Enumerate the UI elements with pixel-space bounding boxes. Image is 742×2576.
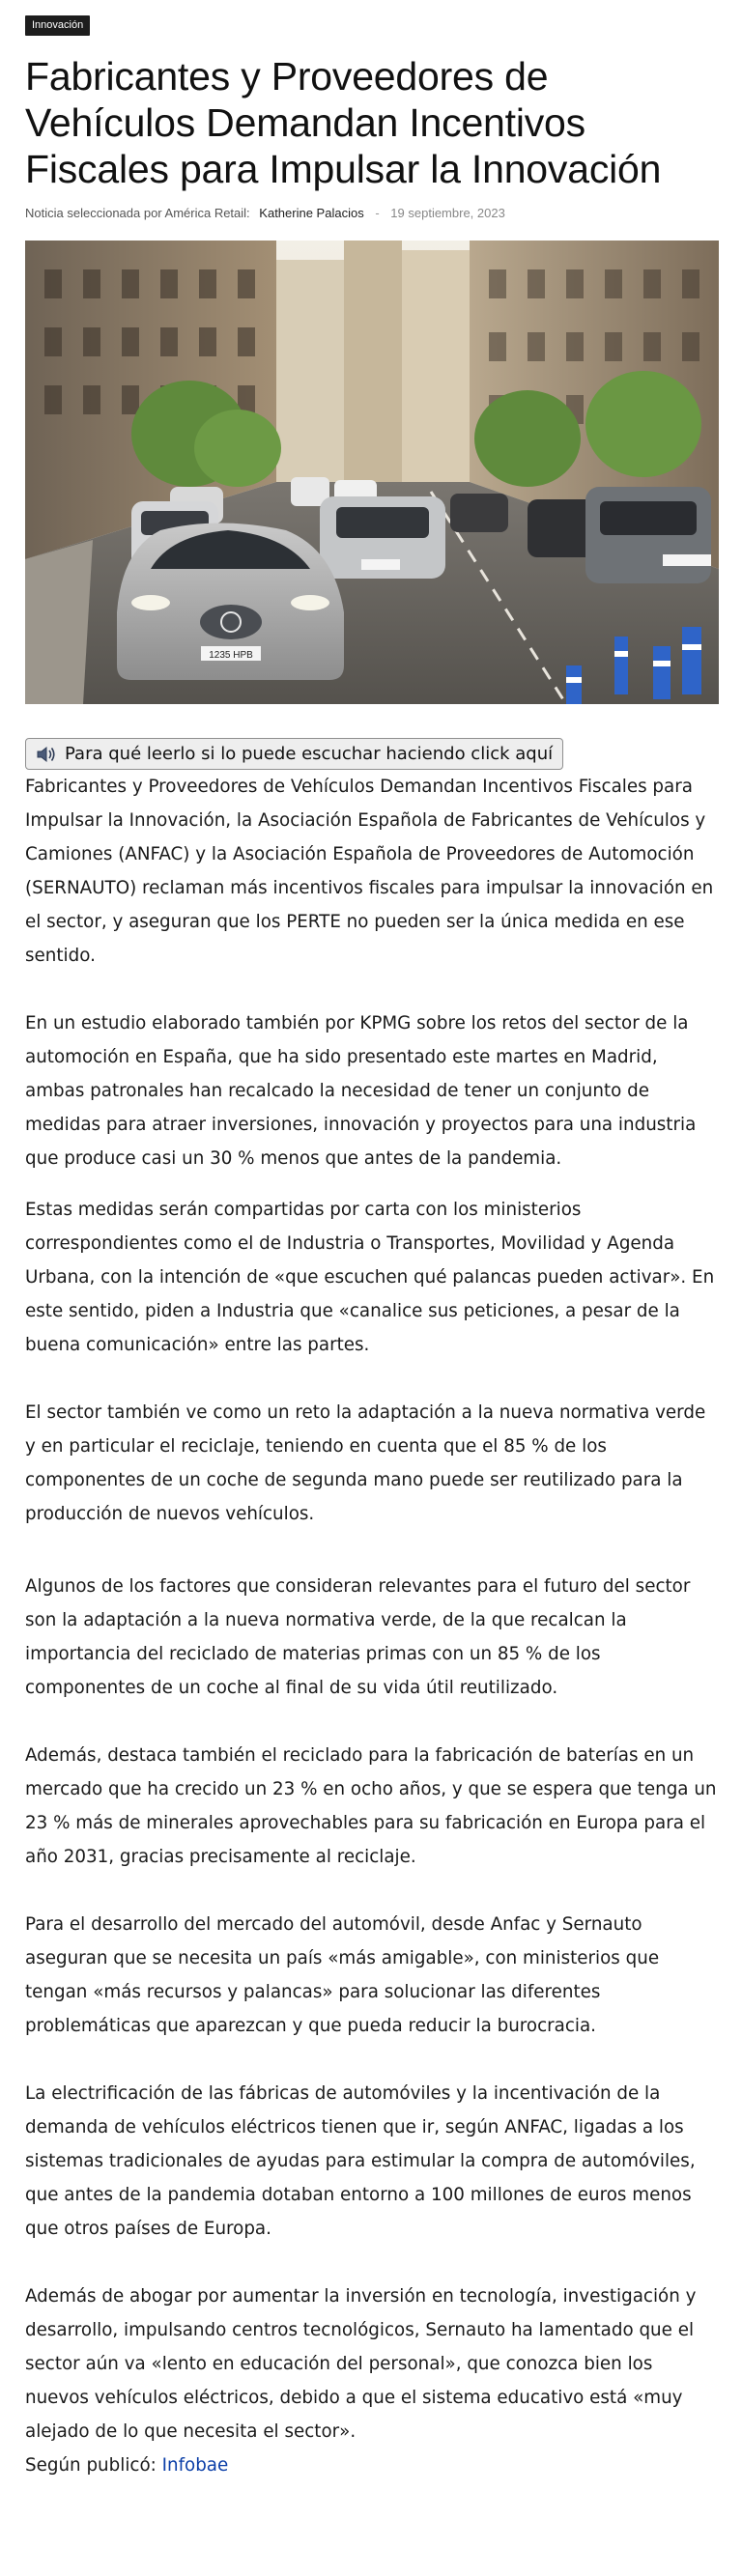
article-title: Fabricantes y Proveedores de Vehículos Demandan Incentivos Fiscales para Impulsar la Innovación (25, 54, 662, 191)
meta-separator: - (375, 206, 380, 220)
paragraph-7: Para el desarrollo del mercado del automóvil, desde Anfac y Sernauto aseguran que se necesita un país «más amigable», con ministerios que tengan «más recursos y palancas» para solucionar las diferentes problemáticas que aparezcan y que pueda reducir la burocracia. (25, 1914, 660, 2036)
source-link[interactable]: Infobae (161, 2455, 229, 2476)
meta-prefix: Noticia seleccionada por América Retail: (25, 206, 250, 220)
paragraph-1: Fabricantes y Proveedores de Vehículos Demandan Incentivos Fiscales para Impulsar la Innovación, la Asociación Española de Fabricantes de Vehículos y Camiones (ANFAC) y la Asociación Española de Proveedores de Automoción (SERNAUTO) reclaman más incentivos fiscales para impulsar la innovación en el sector, y aseguran que los PERTE no pueden ser la única medida en ese sentido. (25, 777, 714, 966)
listen-button-label: Para qué leerlo si lo puede escuchar haciendo click aquí (65, 744, 554, 764)
paragraph-9: Además de abogar por aumentar la inversión en tecnología, investigación y desarrollo, impulsando centros tecnológicos, Sernauto ha lamentado que el sector aún va «lento en educación del personal», que conozca bien los nuevos vehículos eléctricos, debido a que el sistema educativo está «muy alejado de lo que necesita el sector». (25, 2286, 697, 2442)
article-body (25, 770, 717, 2482)
paragraph-2: En un estudio elaborado también por KPMG sobre los retos del sector de la automoción en España, que ha sido presentado este martes en Madrid, ambas patronales han recalcado la necesidad de tener un conjunto de medidas para atraer inversiones, innovación y proyectos para una industria que produce casi un 30 % menos que antes de la pandemia. (25, 1013, 697, 1169)
source-line (25, 2449, 717, 2482)
paragraph-5: Algunos de los factores que consideran relevantes para el futuro del sector son la adaptación a la nueva normativa verde, de la que recalcan la importancia del reciclado de materias primas con un 85 % de los componentes de un coche al final de su vida útil reutilizado. (25, 1576, 691, 1698)
author-name[interactable]: Katherine Palacios (259, 206, 364, 220)
category-badge[interactable]: Innovación (25, 15, 90, 36)
publish-date: 19 septiembre, 2023 (390, 206, 505, 220)
hero-image (25, 241, 719, 704)
article-meta (25, 206, 717, 220)
paragraph-3: Estas medidas serán compartidas por carta con los ministerios correspondientes como el de Industria o Transportes, Movilidad y Agenda Urbana, con la intención de «que escuchen qué palancas pueden activar». En este sentido, piden a Industria que «canalice sus peticiones, a pesar de la buena comunicación» entre las partes. (25, 1200, 715, 1355)
license-plate-text: 1235 HPB (209, 650, 253, 661)
source-prefix: Según publicó: (25, 2455, 157, 2476)
listen-row (25, 738, 717, 770)
paragraph-4: El sector también ve como un reto la adaptación a la nueva normativa verde y en particular el reciclaje, teniendo en cuenta que el 85 % de los componentes de un coche de segunda mano puede ser reutilizado para la producción de nuevos vehículos. (25, 1402, 706, 1524)
paragraph-8: La electrificación de las fábricas de automóviles y la incentivación de la demanda de vehículos eléctricos tienen que ir, según ANFAC, ligadas a los sistemas tradicionales de ayudas para estimular la compra de automóviles, que antes de la pandemia dotaban entorno a 100 millones de euros menos que otros países de Europa. (25, 2083, 696, 2239)
speaker-icon (36, 745, 57, 764)
listen-button[interactable] (25, 738, 563, 770)
paragraph-6: Además, destaca también el reciclado para la fabricación de baterías en un mercado que ha crecido un 23 % en ocho años, y que se espera que tenga un 23 % más de minerales aprovechables para su fabricación en Europa para el año 2031, gracias precisamente al reciclaje. (25, 1745, 717, 1867)
